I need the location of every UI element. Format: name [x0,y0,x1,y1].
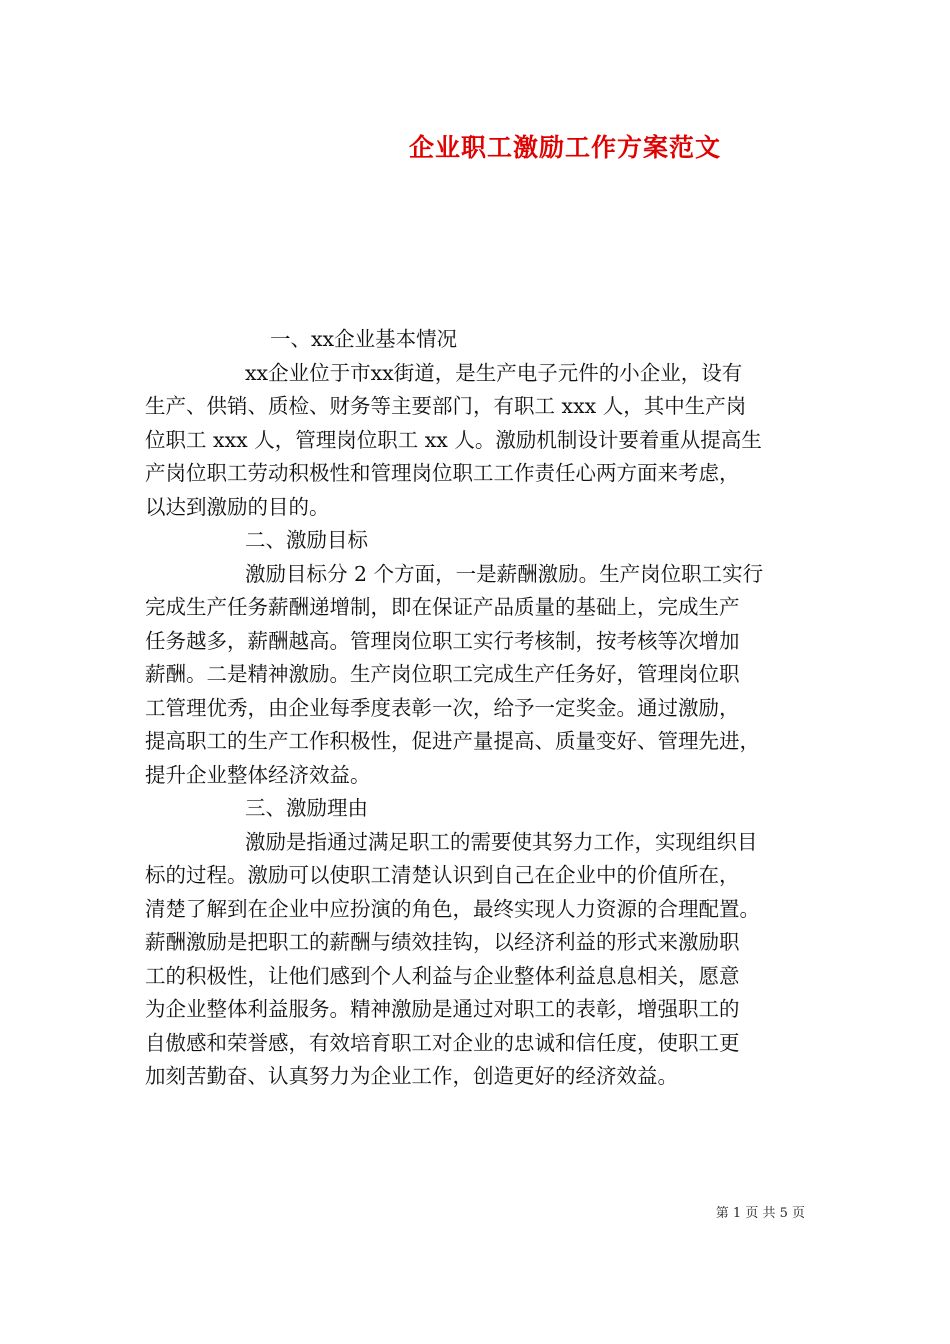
paragraph-line: 生产、供销、质检、财务等主要部门，有职工 xxx 人，其中生产岗 [145,394,747,418]
paragraph-line: 激励目标分 2 个方面，一是薪酬激励。生产岗位职工实行 [245,561,764,586]
paragraph-line: 加刻苦勤奋、认真努力为企业工作，创造更好的经济效益。 [145,1064,678,1088]
paragraph-line: 薪酬激励是把职工的薪酬与绩效挂钩，以经济利益的形式来激励职 [145,930,740,954]
paragraph-line: 位职工 xxx 人，管理岗位职工 xx 人。激励机制设计要着重从提高生 [145,427,762,452]
paragraph-line: 清楚了解到在企业中应扮演的角色，最终实现人力资源的合理配置。 [145,896,760,921]
document-body [145,323,825,1094]
paragraph-line: 任务越多，薪酬越高。管理岗位职工实行考核制，按考核等次增加 [145,628,740,653]
paragraph-line: 薪酬。二是精神激励。生产岗位职工完成生产任务好，管理岗位职 [145,662,740,686]
section-heading: 二、激励目标 [245,528,368,552]
paragraph-line: xx企业位于市xx街道，是生产电子元件的小企业，设有 [245,360,743,385]
paragraph-line: 自傲感和荣誉感，有效培育职工对企业的忠诚和信任度，使职工更 [145,1030,740,1055]
section-heading: 一、xx企业基本情况 [270,327,458,351]
paragraph-line: 完成生产任务薪酬递增制，即在保证产品质量的基础上，完成生产 [145,595,740,619]
paragraph-line: 激励是指通过满足职工的需要使其努力工作，实现组织目 [245,829,758,854]
page-number: 第 1 页 共 5 页 [715,1206,805,1221]
paragraph-line: 工管理优秀，由企业每季度表彰一次，给予一定奖金。通过激励， [145,695,740,720]
paragraph-line: 提高职工的生产工作积极性，促进产量提高、质量变好、管理先进， [145,729,760,753]
paragraph-line: 为企业整体利益服务。精神激励是通过对职工的表彰，增强职工的 [145,997,740,1021]
paragraph-line: 以达到激励的目的。 [145,494,330,519]
paragraph-line: 产岗位职工劳动积极性和管理岗位职工工作责任心两方面来考虑， [145,461,740,485]
document-title: 企业职工激励工作方案范文 [408,133,721,162]
paragraph-line: 工的积极性，让他们感到个人利益与企业整体利益息息相关，愿意 [145,963,740,988]
section-heading: 三、激励理由 [245,796,368,820]
paragraph-line: 标的过程。激励可以使职工清楚认识到自己在企业中的价值所在， [145,863,740,887]
paragraph-line: 提升企业整体经济效益。 [145,762,371,787]
